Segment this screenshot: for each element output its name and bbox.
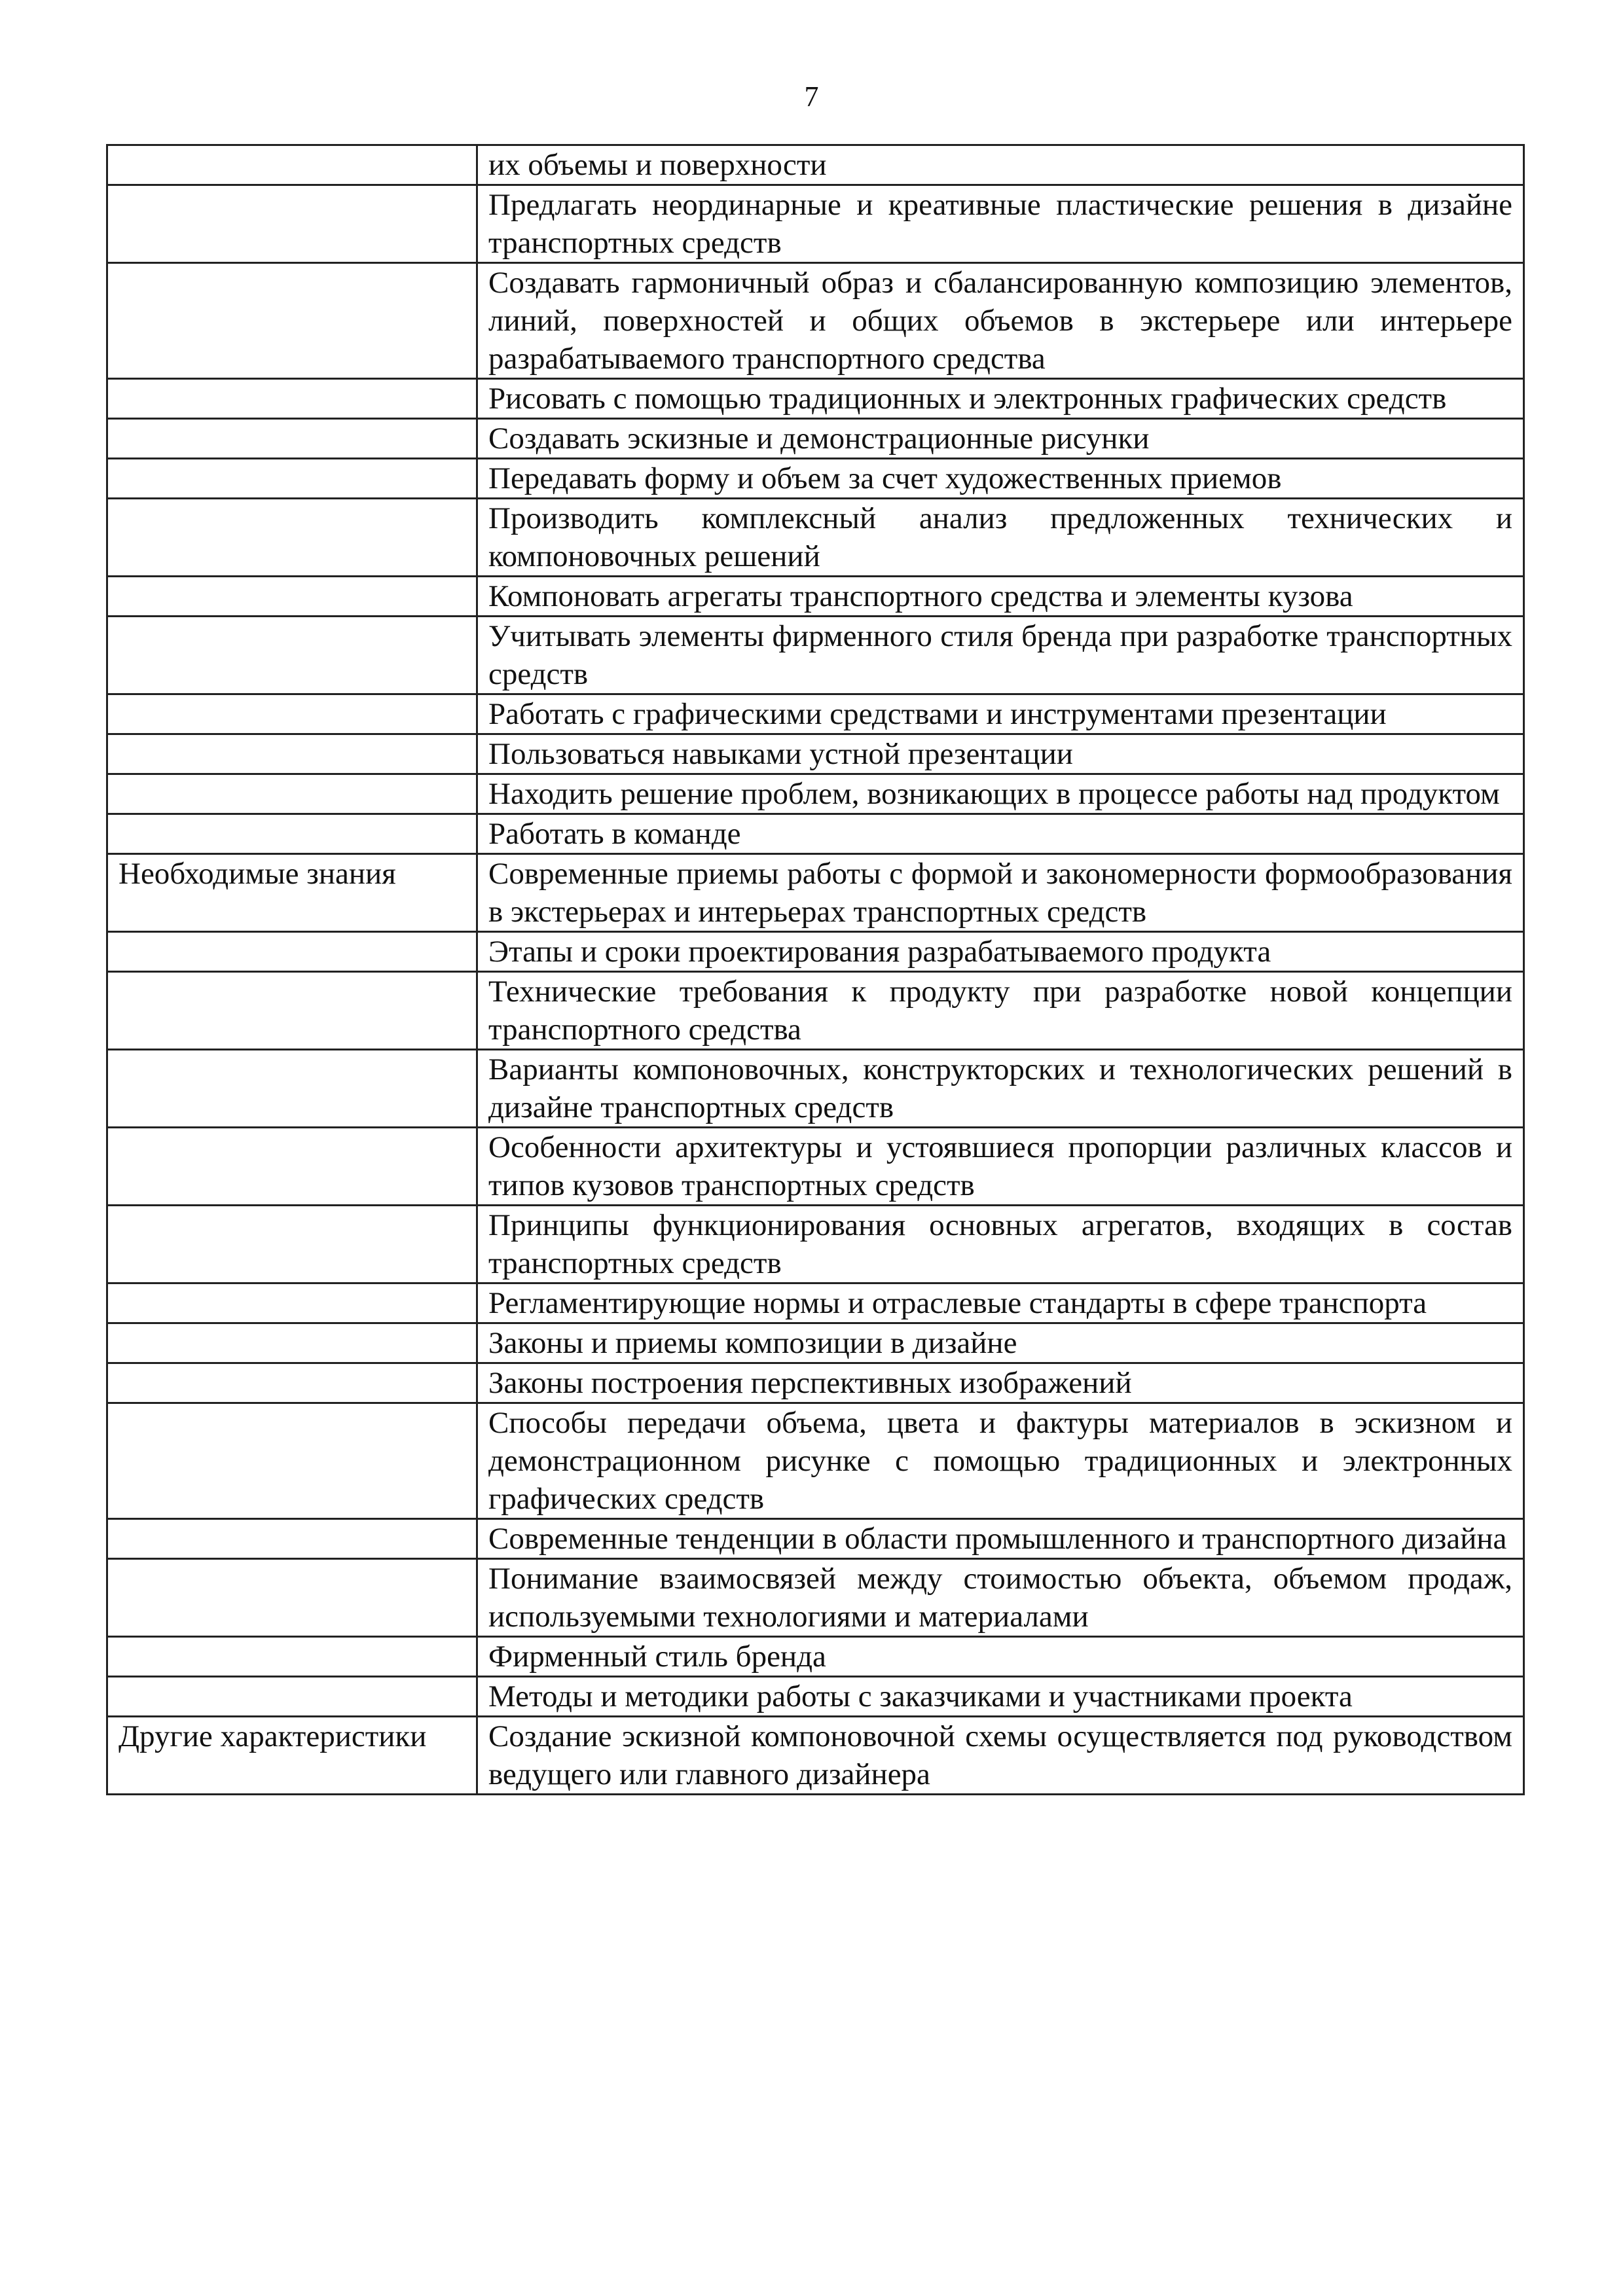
section-label-continuation bbox=[107, 1519, 477, 1559]
section-label-continuation bbox=[107, 577, 477, 617]
section-label-continuation bbox=[107, 972, 477, 1050]
requirement-item: Работать в команде bbox=[477, 814, 1524, 854]
section-label-continuation bbox=[107, 1050, 477, 1128]
section-label-continuation bbox=[107, 379, 477, 419]
table-row bbox=[107, 1128, 1524, 1206]
table-row bbox=[107, 1559, 1524, 1637]
requirement-item: Технические требования к продукту при разработке новой концепции транспортного средства bbox=[477, 972, 1524, 1050]
table-row bbox=[107, 1323, 1524, 1363]
table-row bbox=[107, 1283, 1524, 1323]
section-label-continuation bbox=[107, 694, 477, 734]
requirement-item: Современные приемы работы с формой и закономерности формообразования в экстерьерах и интерьерах транспортных средств bbox=[477, 854, 1524, 932]
section-label-continuation bbox=[107, 814, 477, 854]
requirement-item: Создание эскизной компоновочной схемы осуществляется под руководством ведущего или главного дизайнера bbox=[477, 1717, 1524, 1795]
page-number: 7 bbox=[804, 81, 819, 113]
requirement-item: Способы передачи объема, цвета и фактуры материалов в эскизном и демонстрационном рисунке с помощью традиционных и электронных графических средств bbox=[477, 1403, 1524, 1519]
section-label-continuation bbox=[107, 1403, 477, 1519]
section-label-continuation bbox=[107, 932, 477, 972]
section-label-continuation bbox=[107, 774, 477, 814]
table-row bbox=[107, 617, 1524, 694]
section-label-continuation bbox=[107, 263, 477, 379]
section-label-continuation bbox=[107, 459, 477, 499]
section-label-continuation bbox=[107, 734, 477, 774]
section-label: Другие характеристики bbox=[107, 1717, 477, 1795]
section-label-continuation bbox=[107, 1363, 477, 1403]
table-row bbox=[107, 499, 1524, 577]
table-row bbox=[107, 1637, 1524, 1677]
table-row bbox=[107, 577, 1524, 617]
section-label-continuation bbox=[107, 499, 477, 577]
table-row bbox=[107, 1363, 1524, 1403]
section-label-continuation bbox=[107, 1323, 477, 1363]
table-row bbox=[107, 694, 1524, 734]
table-row bbox=[107, 814, 1524, 854]
section-label-continuation bbox=[107, 185, 477, 263]
table-row bbox=[107, 774, 1524, 814]
section-label-continuation bbox=[107, 1128, 477, 1206]
requirement-item: Законы построения перспективных изображений bbox=[477, 1363, 1524, 1403]
requirement-item: Понимание взаимосвязей между стоимостью объекта, объемом продаж, используемыми технологиями и материалами bbox=[477, 1559, 1524, 1637]
table-body bbox=[107, 145, 1524, 1795]
section-label-continuation bbox=[107, 419, 477, 459]
requirement-item: Работать с графическими средствами и инструментами презентации bbox=[477, 694, 1524, 734]
requirement-item: Законы и приемы композиции в дизайне bbox=[477, 1323, 1524, 1363]
requirement-item: Рисовать с помощью традиционных и электронных графических средств bbox=[477, 379, 1524, 419]
requirement-item: Предлагать неординарные и креативные пластические решения в дизайне транспортных средств bbox=[477, 185, 1524, 263]
requirement-item: Регламентирующие нормы и отраслевые стандарты в сфере транспорта bbox=[477, 1283, 1524, 1323]
table-row bbox=[107, 854, 1524, 932]
requirement-item: Современные тенденции в области промышленного и транспортного дизайна bbox=[477, 1519, 1524, 1559]
table-row bbox=[107, 379, 1524, 419]
requirement-item: Пользоваться навыками устной презентации bbox=[477, 734, 1524, 774]
requirement-item: Производить комплексный анализ предложенных технических и компоновочных решений bbox=[477, 499, 1524, 577]
requirement-item: Создавать гармоничный образ и сбалансированную композицию элементов, линий, поверхностей и общих объемов в экстерьере или интерьере разрабатываемого транспортного средства bbox=[477, 263, 1524, 379]
table-row bbox=[107, 263, 1524, 379]
table-row bbox=[107, 1206, 1524, 1283]
requirement-item: Находить решение проблем, возникающих в процессе работы над продуктом bbox=[477, 774, 1524, 814]
table-row bbox=[107, 419, 1524, 459]
table-row bbox=[107, 1403, 1524, 1519]
table-row bbox=[107, 145, 1524, 185]
table-row bbox=[107, 1519, 1524, 1559]
table-row bbox=[107, 1717, 1524, 1795]
requirement-item: Создавать эскизные и демонстрационные рисунки bbox=[477, 419, 1524, 459]
table-row bbox=[107, 459, 1524, 499]
table-row bbox=[107, 734, 1524, 774]
requirement-item: Учитывать элементы фирменного стиля бренда при разработке транспортных средств bbox=[477, 617, 1524, 694]
table-row bbox=[107, 185, 1524, 263]
section-label-continuation bbox=[107, 1206, 477, 1283]
section-label-continuation bbox=[107, 1637, 477, 1677]
requirement-item: Фирменный стиль бренда bbox=[477, 1637, 1524, 1677]
requirement-item: Компоновать агрегаты транспортного средства и элементы кузова bbox=[477, 577, 1524, 617]
table-row bbox=[107, 1050, 1524, 1128]
table-row bbox=[107, 1677, 1524, 1717]
requirements-table bbox=[106, 144, 1525, 1795]
section-label-continuation bbox=[107, 1559, 477, 1637]
section-label-continuation bbox=[107, 1677, 477, 1717]
section-label-continuation bbox=[107, 1283, 477, 1323]
requirement-item: Этапы и сроки проектирования разрабатываемого продукта bbox=[477, 932, 1524, 972]
table-row bbox=[107, 932, 1524, 972]
table-row bbox=[107, 972, 1524, 1050]
requirement-item: Передавать форму и объем за счет художественных приемов bbox=[477, 459, 1524, 499]
requirement-item: их объемы и поверхности bbox=[477, 145, 1524, 185]
requirement-item: Особенности архитектуры и устоявшиеся пропорции различных классов и типов кузовов транспортных средств bbox=[477, 1128, 1524, 1206]
requirement-item: Методы и методики работы с заказчиками и участниками проекта bbox=[477, 1677, 1524, 1717]
requirement-item: Варианты компоновочных, конструкторских и технологических решений в дизайне транспортных средств bbox=[477, 1050, 1524, 1128]
section-label-continuation bbox=[107, 617, 477, 694]
requirement-item: Принципы функционирования основных агрегатов, входящих в состав транспортных средств bbox=[477, 1206, 1524, 1283]
section-label: Необходимые знания bbox=[107, 854, 477, 932]
section-label bbox=[107, 145, 477, 185]
